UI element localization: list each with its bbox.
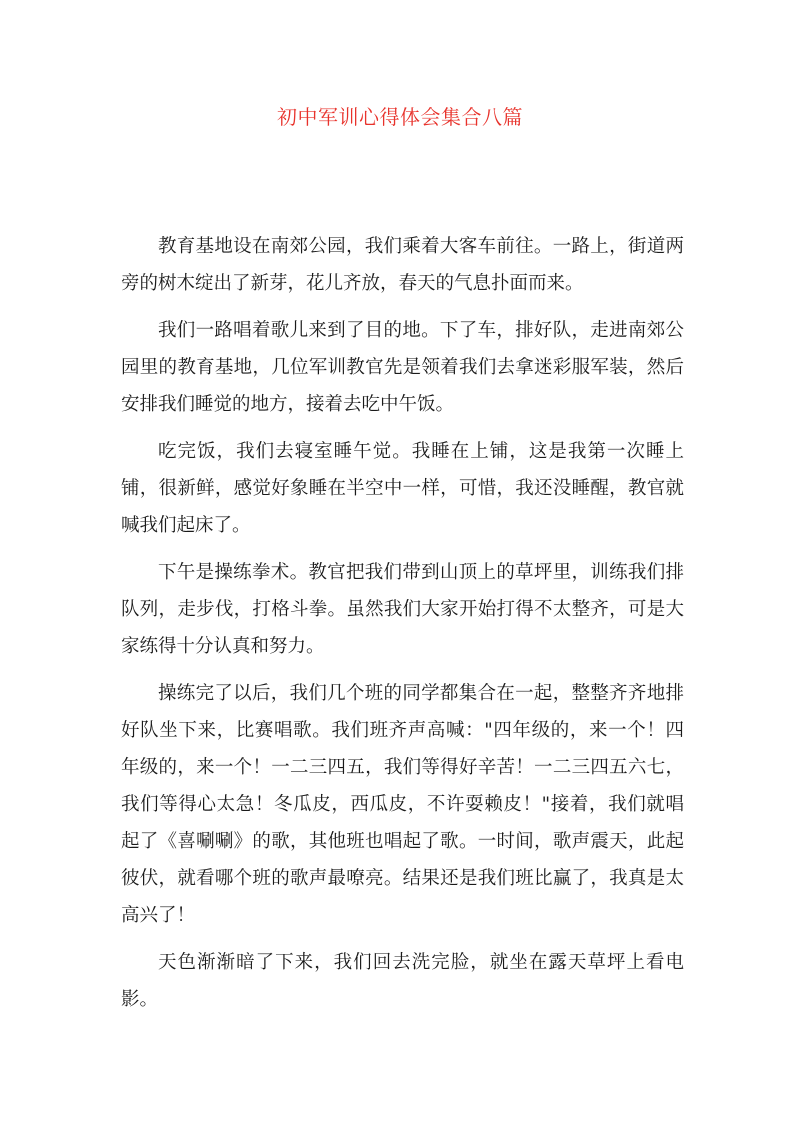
document-body	[121, 228, 684, 1028]
paragraph-1: 教育基地设在南郊公园，我们乘着大客车前往。一路上，街道两旁的树木绽出了新芽，花儿齐放，春天的气息扑面而来。	[121, 236, 684, 294]
paragraph-4: 下午是操练拳术。教官把我们带到山顶上的草坪里，训练我们排队列，走步伐，打格斗拳。虽然我们大家开始打得不太整齐，可是大家练得十分认真和努力。	[121, 562, 684, 657]
paragraph-6: 天色渐渐暗了下来，我们回去洗完脸，就坐在露天草坪上看电影。	[121, 952, 684, 1010]
document-title: 初中军训心得体会集合八篇	[277, 105, 523, 129]
paragraph-2: 我们一路唱着歌儿来到了目的地。下了车，排好队，走进南郊公园里的教育基地，几位军训教官先是领着我们去拿迷彩服军装，然后安排我们睡觉的地方，接着去吃中午饭。	[121, 320, 684, 415]
paragraph-3: 吃完饭，我们去寝室睡午觉。我睡在上铺，这是我第一次睡上铺，很新鲜，感觉好象睡在半空中一样，可惜，我还没睡醒，教官就喊我们起床了。	[121, 441, 684, 536]
paragraph-5: 操练完了以后，我们几个班的同学都集合在一起，整整齐齐地排好队坐下来，比赛唱歌。我们班齐声高喊："四年级的，来一个！四年级的，来一个！一二三四五，我们等得好辛苦！一二三四五六七，我们等得心太急！冬瓜皮，西瓜皮，不许耍赖皮！"接着，我们就唱起了《喜唰唰》的歌，其他班也唱起了歌。一时间，歌声震天，此起彼伏，就看哪个班的歌声最嘹亮。结果还是我们班比赢了，我真是太高兴了！	[121, 683, 684, 926]
